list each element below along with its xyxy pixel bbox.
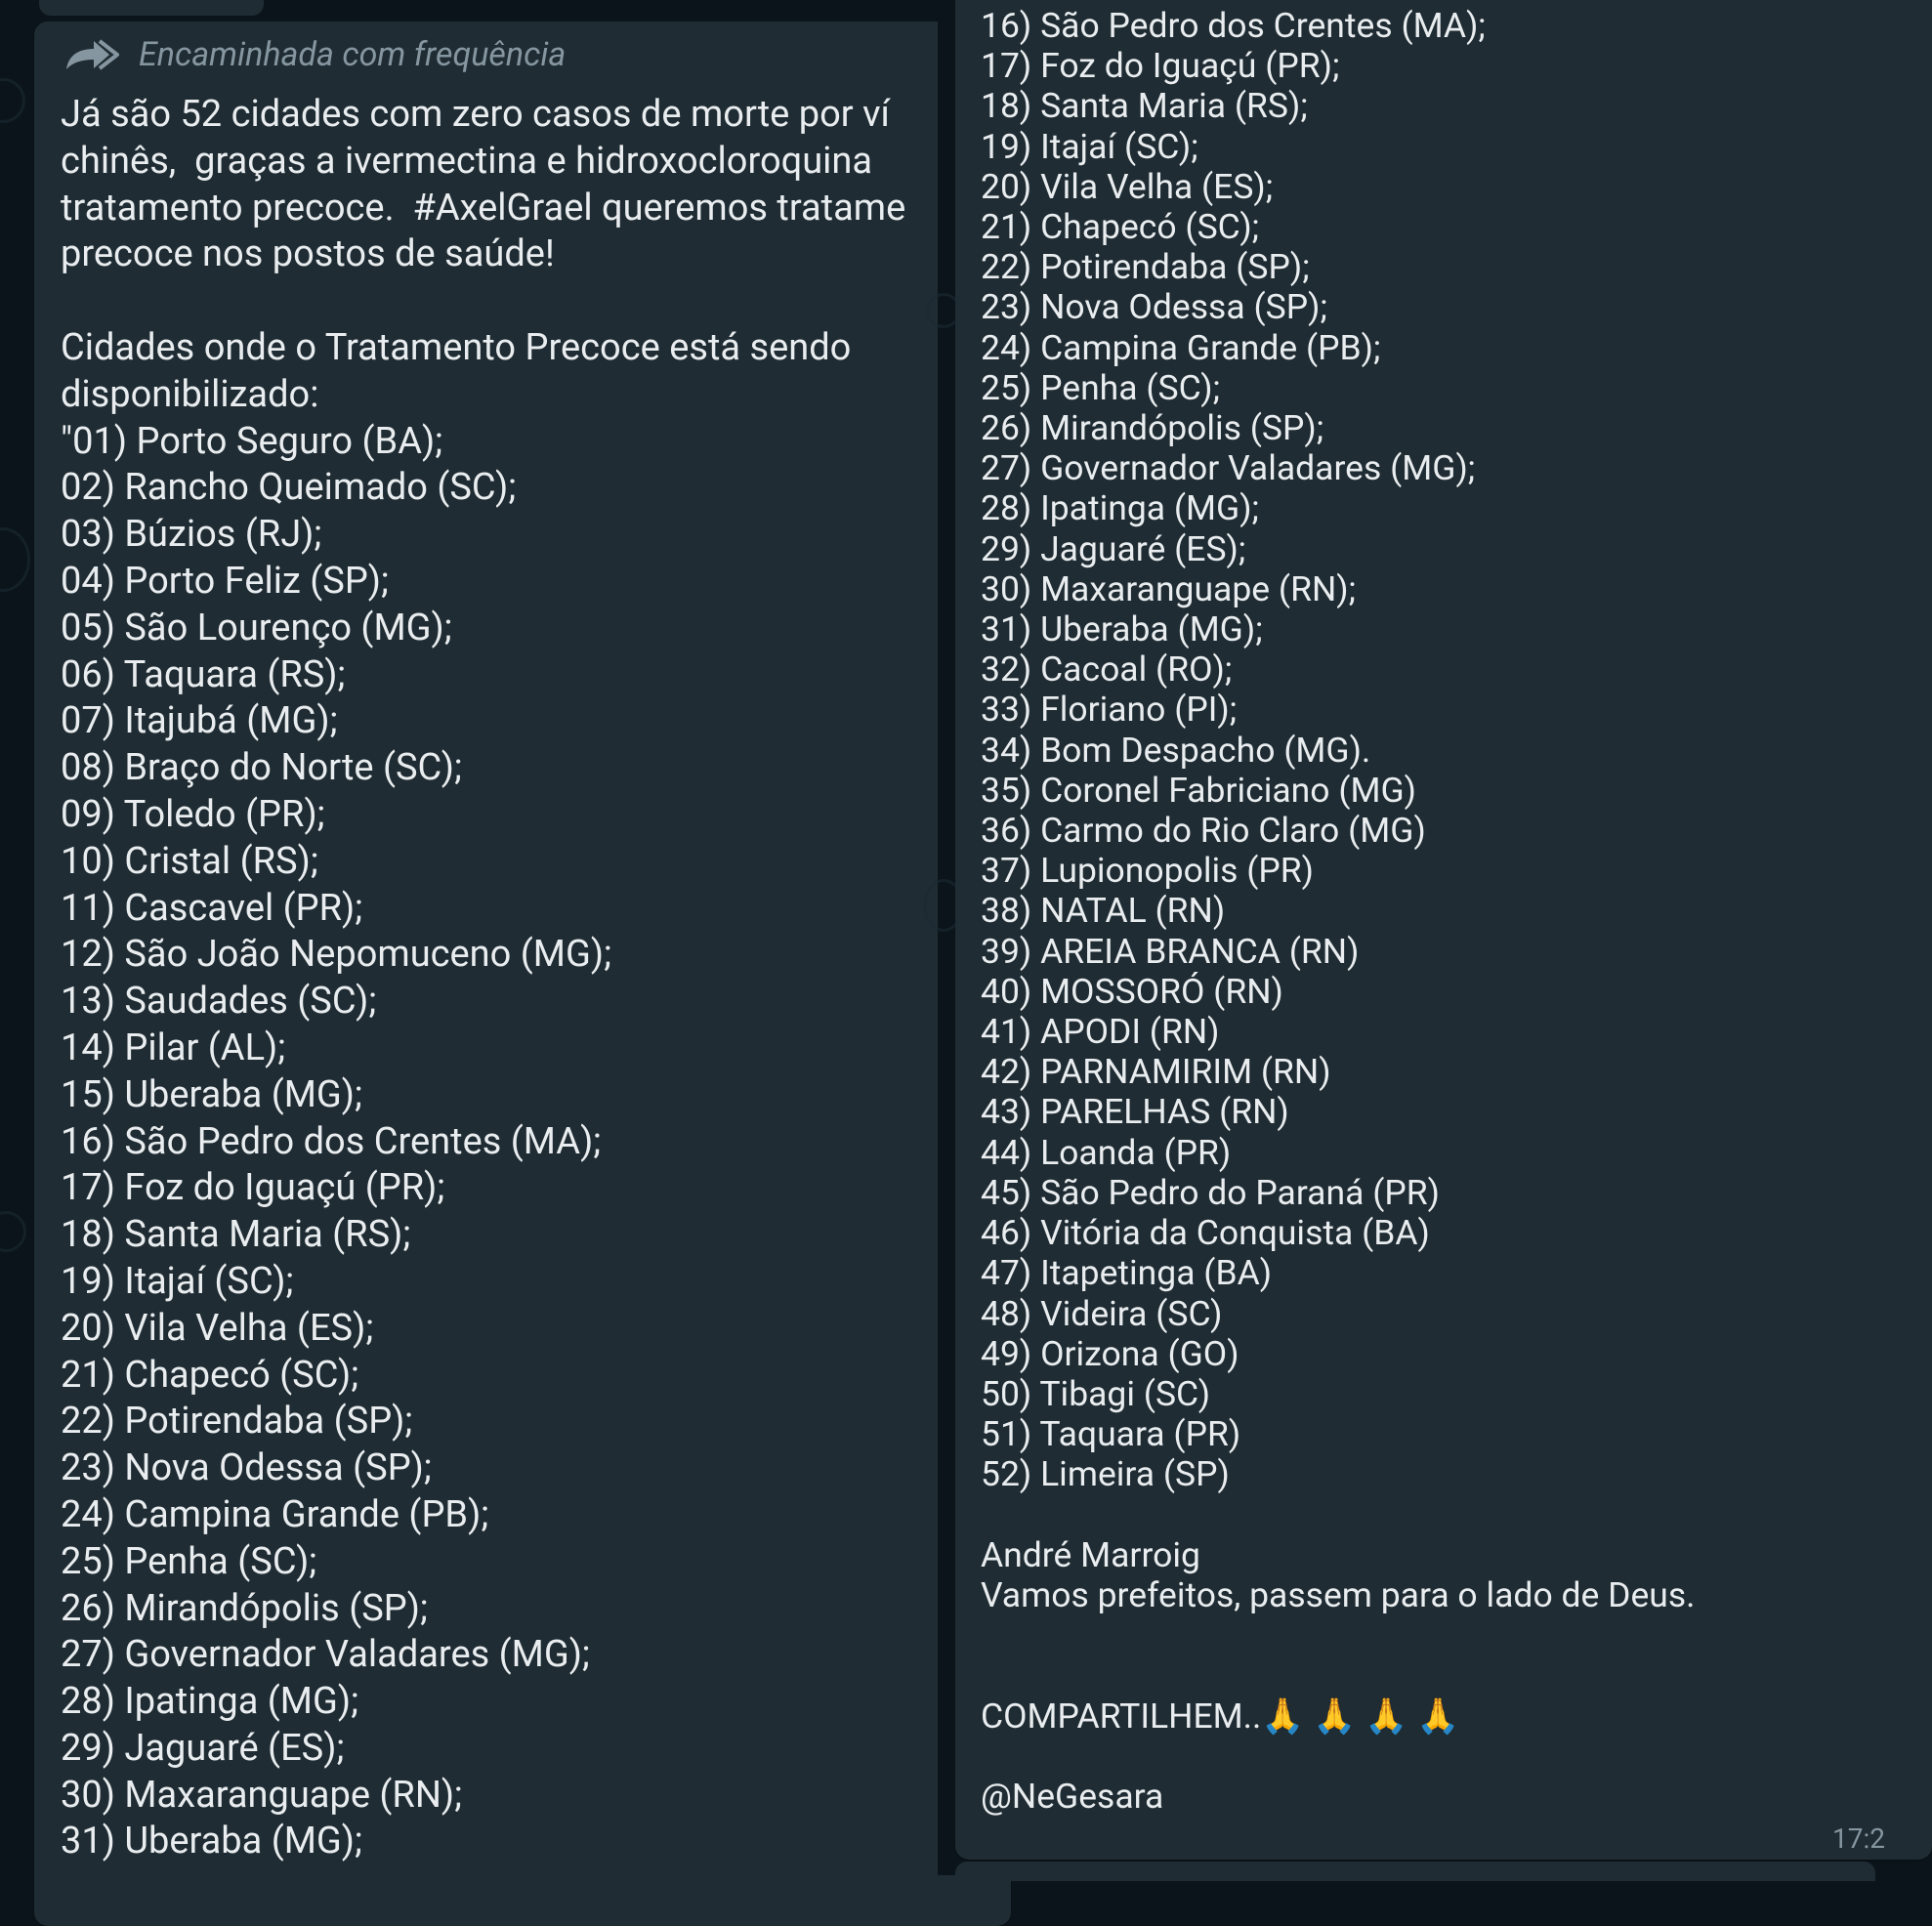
previous-message-bubble-edge: [39, 0, 264, 16]
forward-arrow-icon: [61, 36, 123, 73]
message-text: Já são 52 cidades com zero casos de morte por ví chinês, graças a ivermectina e hidroxocloroquina tratamento precoce. #AxelGrael queremos tratame precoce nos postos de saúde! Cidades onde o Tratamento Precoce está sendo disponibilizado: "01) Porto Seguro (BA); 02) Rancho Queimado (SC); 03) Búzios (RJ); 04) Porto Feliz (SP); 05) São Lourenço (MG); 06) Taquara (RS); 07) Itajubá (MG); 08) Braço do Norte (SC); 09) Toledo (PR); 10) Cristal (RS); 11) Cascavel (PR); 12) São João Nepomuceno (MG); 13) Saudades (SC); 14) Pilar (AL); 15) Uberaba (MG); 16) São Pedro dos Crentes (MA); 17) Foz do Iguaçú (PR); 18) Santa Maria (RS); 19) Itajaí (SC); 20) Vila Velha (ES); 21) Chapecó (SC); 22) Potirendaba (SP); 23) Nova Odessa (SP); 24) Campina Grande (PB); 25) Penha (SC); 26) Mirandópolis (SP); 27) Governador Valadares (MG); 28) Ipatinga (MG); 29) Jaguaré (ES); 30) Maxaranguape (RN); 31) Uberaba (MG);: [61, 93, 906, 1863]
forwarded-label: Encaminhada com frequência: [139, 35, 567, 74]
wallpaper-doodle: [0, 527, 30, 592]
next-message-bubble-edge: [955, 1862, 1875, 1881]
right-screenshot-panel: [938, 0, 1885, 1875]
message-timestamp: 17:2: [1832, 1822, 1885, 1855]
forwarded-indicator: [61, 35, 566, 74]
message-text-continued: 16) São Pedro dos Crentes (MA); 17) Foz do Iguaçú (PR); 18) Santa Maria (RS); 19) Itajaí (SC); 20) Vila Velha (ES); 21) Chapecó (SC); 22) Potirendaba (SP); 23) Nova Odessa (SP); 24) Campina Grande (PB); 25) Penha (SC); 26) Mirandópolis (SP); 27) Governador Valadares (MG); 28) Ipatinga (MG); 29) Jaguaré (ES); 30) Maxaranguape (RN); 31) Uberaba (MG); 32) Cacoal (RO); 33) Floriano (PI); 34) Bom Despacho (MG). 35) Coronel Fabriciano (MG) 36) Carmo do Rio Claro (MG) 37) Lupionopolis (PR) 38) NATAL (RN) 39) AREIA BRANCA (RN) 40) MOSSORÓ (RN) 41) APODI (RN) 42) PARNAMIRIM (RN) 43) PARELHAS (RN) 44) Loanda (PR) 45) São Pedro do Paraná (PR) 46) Vitória da Conquista (BA) 47) Itapetinga (BA) 48) Videira (SC) 49) Orizona (GO) 50) Tibagi (SC) 51) Taquara (PR) 52) Limeira (SP) André Marroig Vamos prefeitos, passem para o lado de Deus. COMPARTILHEM..🙏 🙏 🙏 🙏 @NeGesara: [981, 5, 1696, 1817]
left-screenshot-panel: [0, 0, 938, 1875]
wallpaper-doodle: [0, 78, 25, 123]
wallpaper-doodle: [0, 1211, 26, 1252]
